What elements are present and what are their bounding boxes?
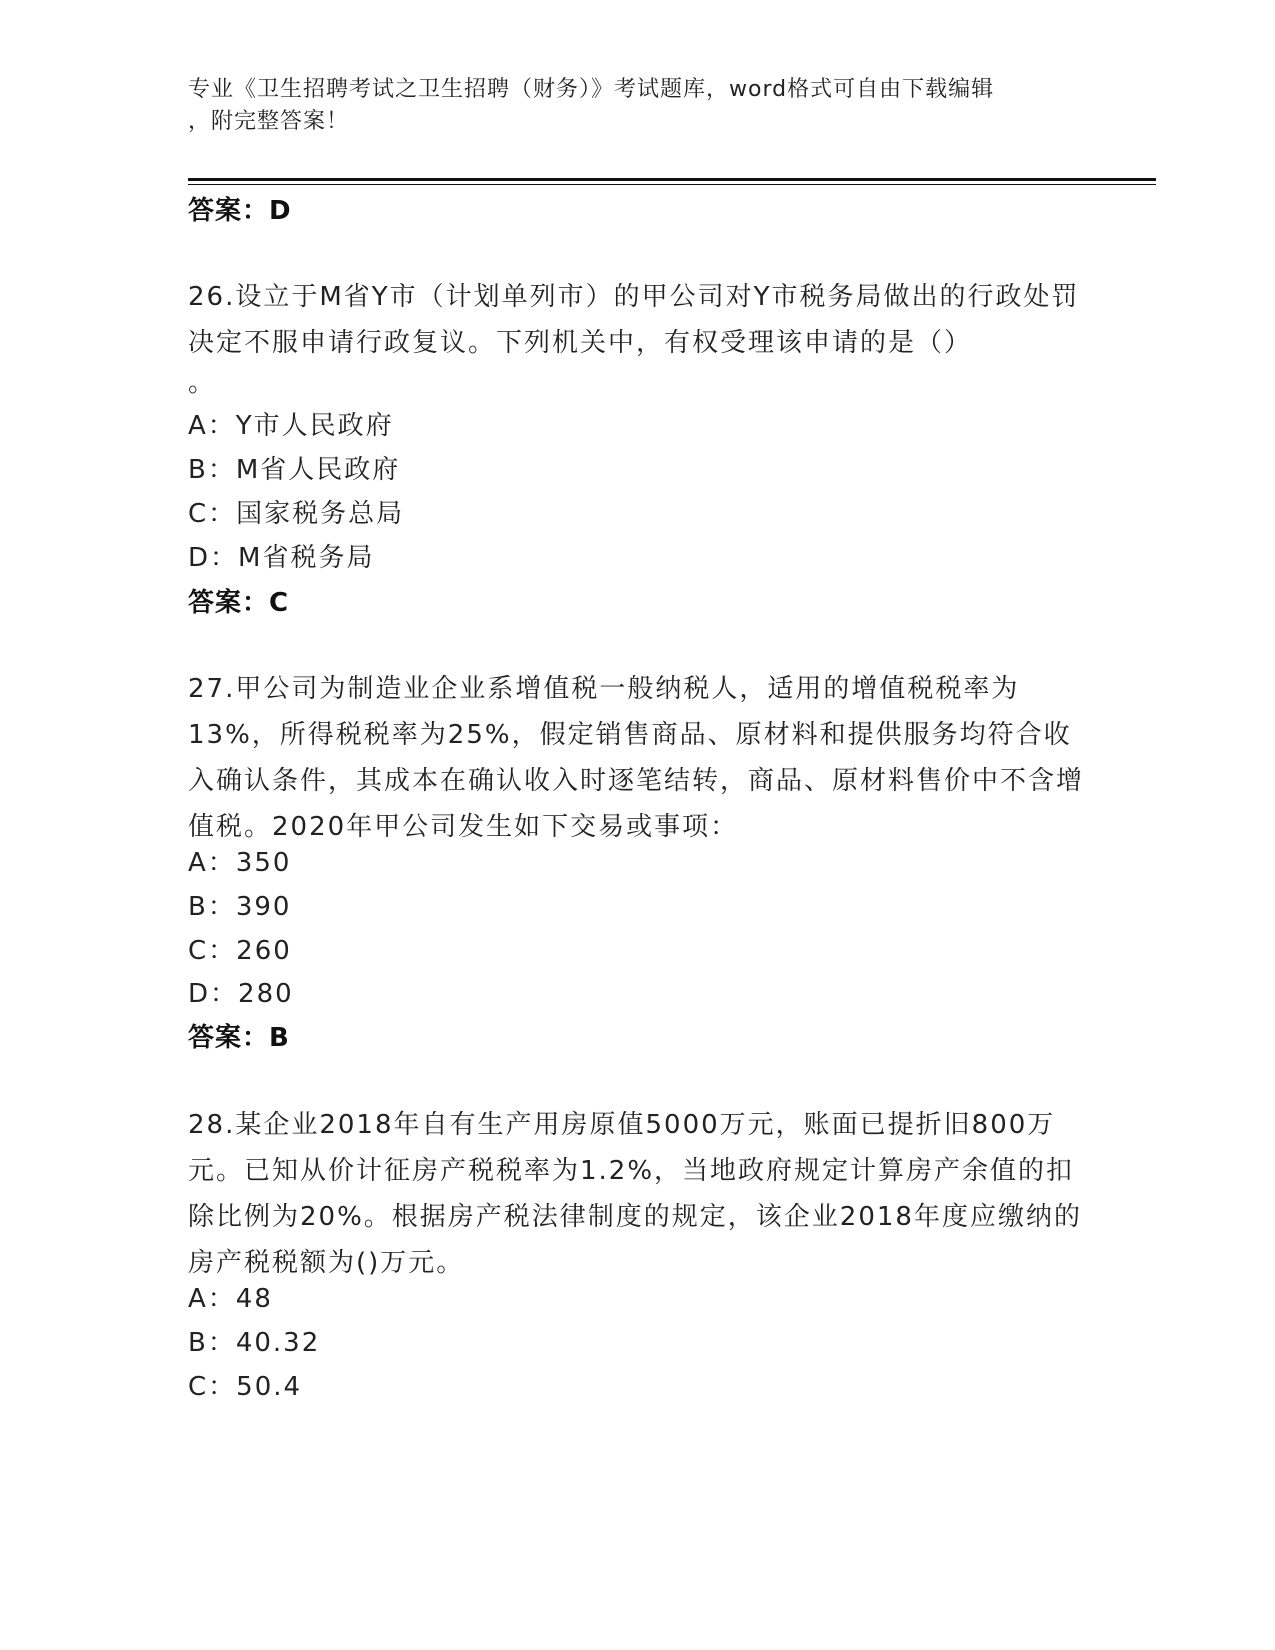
question-28-text: 28.某企业2018年自有生产用房原值5000万元，账面已提折旧800万元。已知从价计征房产税税率为1.2%，当地政府规定计算房产余值的扣除比例为20%。根据房产税法律制度的规定，该企业2018年度应缴纳的房产税税额为()万元。 bbox=[188, 1110, 1082, 1278]
question-28-option-c: C：50.4 bbox=[188, 1372, 303, 1402]
page-header bbox=[188, 74, 1068, 138]
question-28-option-b: B：40.32 bbox=[188, 1328, 321, 1358]
question-26-text: 26.设立于M省Y市（计划单列市）的甲公司对Y市税务局做出的行政处罚决定不服申请行政复议。下列机关中，有权受理该申请的是（） bbox=[188, 282, 1080, 358]
question-27-option-b: B：390 bbox=[188, 892, 292, 922]
question-26 bbox=[188, 274, 1088, 400]
question-27-text: 27.甲公司为制造业企业系增值税一般纳税人，适用的增值税税率为13%，所得税税率为25%，假定销售商品、原材料和提供服务均符合收入确认条件，其成本在确认收入时逐笔结转，商品、原材料售价中不含增值税。2020年甲公司发生如下交易或事项： bbox=[188, 674, 1085, 842]
question-27-option-d: D：280 bbox=[188, 979, 294, 1009]
question-26-option-a: A：Y市人民政府 bbox=[188, 411, 394, 441]
header-line-2: ，附完整答案！ bbox=[188, 109, 350, 134]
question-26-answer: 答案：C bbox=[188, 588, 290, 618]
question-27 bbox=[188, 666, 1088, 850]
question-26-option-d: D：M省税务局 bbox=[188, 543, 375, 573]
header-line-1: 专业《卫生招聘考试之卫生招聘（财务）》考试题库，word格式可自由下载编辑 bbox=[188, 77, 995, 102]
header-divider-thin bbox=[188, 184, 1156, 185]
question-27-option-c: C：260 bbox=[188, 936, 292, 966]
header-divider-thick bbox=[188, 178, 1156, 181]
question-27-option-a: A：350 bbox=[188, 848, 292, 878]
question-27-answer: 答案：B bbox=[188, 1023, 290, 1053]
answer-25: 答案：D bbox=[188, 196, 292, 226]
question-26-option-b: B：M省人民政府 bbox=[188, 455, 401, 485]
question-26-tail: 。 bbox=[188, 368, 217, 398]
question-28-option-a: A：48 bbox=[188, 1284, 273, 1314]
question-28 bbox=[188, 1102, 1088, 1286]
question-26-option-c: C：国家税务总局 bbox=[188, 499, 405, 529]
